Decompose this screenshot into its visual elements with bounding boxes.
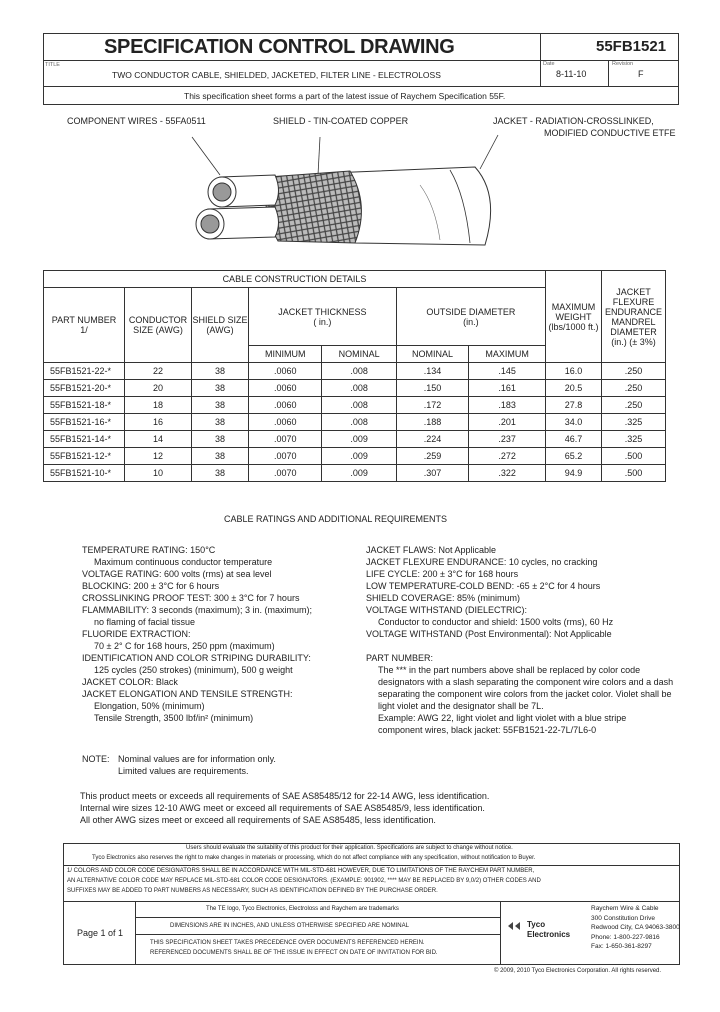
wire-1-conductor — [213, 183, 231, 201]
rating-line: VOLTAGE WITHSTAND (Post Environmental): Not Applicable — [366, 629, 612, 639]
footer-line-2 — [63, 901, 680, 902]
header-flexure: JACKET FLEXURE ENDURANCE MANDREL DIAMETER (in.) (± 3%) — [602, 271, 666, 363]
table-cell: 55FB1521-10-* — [44, 465, 125, 482]
table-cell: 14 — [125, 431, 192, 448]
table-cell: 46.7 — [546, 431, 602, 448]
table-cell: 38 — [192, 363, 249, 380]
rating-line: LOW TEMPERATURE-COLD BEND: -65 ± 2°C for 4 hours — [366, 581, 601, 591]
trademark-line: The TE logo, Tyco Electronics, Electroloss and Raychem are trademarks — [206, 906, 399, 912]
table-cell: .201 — [469, 414, 546, 431]
table-cell: .145 — [469, 363, 546, 380]
page-title: SPECIFICATION CONTROL DRAWING — [104, 36, 455, 58]
rating-line: JACKET FLEXURE ENDURANCE: 10 cycles, no cracking — [366, 557, 598, 567]
company-address — [591, 904, 680, 952]
address-line: 300 Constitution Drive — [591, 914, 655, 922]
table-cell: 18 — [125, 397, 192, 414]
table-cell: .250 — [602, 397, 666, 414]
rating-line: Maximum continuous conductor temperature — [94, 557, 273, 567]
ratings-left-column — [82, 544, 312, 724]
rating-line: BLOCKING: 200 ± 3°C for 6 hours — [82, 581, 220, 591]
table-cell: 38 — [192, 397, 249, 414]
revision-label: Revision — [612, 61, 634, 67]
compliance-1: This product meets or exceeds all requirements of SAE AS85485/12 for 22-14 AWG, less identification. — [80, 791, 490, 801]
color-note-3: SUFFIXES MAY BE ADDED TO PART NUMBERS AS NECESSARY, SUCH AS IDENTIFICATION DEFINED BY THE PURCHASE ORDER. — [67, 888, 438, 894]
header-description: TWO CONDUCTOR CABLE, SHIELDED, JACKETED, FILTER LINE - ELECTROLOSS — [112, 70, 441, 80]
table-cell: .0070 — [249, 465, 322, 482]
date-value: 8-11-10 — [556, 69, 587, 79]
table-row — [44, 431, 666, 448]
table-cell: .259 — [396, 448, 468, 465]
table-cell: 20.5 — [546, 380, 602, 397]
color-note-1: 1/ COLORS AND COLOR CODE DESIGNATORS SHALL BE IN ACCORDANCE WITH MIL-STD-681 HOWEVER, DUE TO LIMITATIONS OF THE RAYCHEM PART NUMBER, — [67, 868, 535, 874]
table-cell: 34.0 — [546, 414, 602, 431]
table-cell: .0070 — [249, 431, 322, 448]
table-cell: .008 — [322, 363, 396, 380]
table-row — [44, 397, 666, 414]
revision-value: F — [638, 69, 644, 79]
note-2: Limited values are requirements. — [118, 766, 249, 776]
table-cell: .0060 — [249, 414, 322, 431]
table-cell: .008 — [322, 397, 396, 414]
rating-line: VOLTAGE WITHSTAND (DIELECTRIC): — [366, 605, 528, 615]
table-cell: 55FB1521-18-* — [44, 397, 125, 414]
precedence-1: THIS SPECIFICATION SHEET TAKES PRECEDENCE OVER DOCUMENTS REFERENCED HEREIN. — [150, 940, 425, 946]
title-label: TITLE — [45, 62, 60, 68]
ratings-right-column — [366, 544, 673, 736]
table-caption: CABLE CONSTRUCTION DETAILS — [44, 271, 546, 288]
table-cell: .0060 — [249, 397, 322, 414]
table-cell: .500 — [602, 465, 666, 482]
table-cell: .009 — [322, 448, 396, 465]
logo-line-2: Electronics — [527, 930, 571, 939]
table-cell: 22 — [125, 363, 192, 380]
address-line: Fax: 1-650-361-8297 — [591, 943, 652, 950]
table-cell: .161 — [469, 380, 546, 397]
table-cell: .224 — [396, 431, 468, 448]
table-cell: .172 — [396, 397, 468, 414]
rating-line: JACKET FLAWS: Not Applicable — [366, 545, 497, 555]
wire-2-conductor — [201, 215, 219, 233]
dimensions-line: DIMENSIONS ARE IN INCHES, AND UNLESS OTHERWISE SPECIFIED ARE NOMINAL — [170, 923, 409, 929]
table-cell: 12 — [125, 448, 192, 465]
rating-line: component wires, black jacket: 55FB1521-22-7L/7L6-0 — [378, 725, 597, 735]
table-cell: .322 — [469, 465, 546, 482]
table-row — [44, 448, 666, 465]
table-cell: .009 — [322, 431, 396, 448]
table-cell: 94.9 — [546, 465, 602, 482]
table-cell: 38 — [192, 380, 249, 397]
rating-line: TEMPERATURE RATING: 150°C — [82, 545, 216, 555]
rating-line: Example: AWG 22, light violet and light violet with a blue stripe — [378, 713, 627, 723]
address-line: Redwood City, CA 94063-3800 — [591, 924, 680, 931]
table-cell: 10 — [125, 465, 192, 482]
header-outside-diameter: OUTSIDE DIAMETER (in.) — [396, 288, 545, 346]
footer-line-1 — [63, 865, 680, 866]
copyright: © 2009, 2010 Tyco Electronics Corporation. All rights reserved. — [494, 968, 662, 974]
header-divider-2 — [43, 86, 679, 87]
header-jacket-nom: NOMINAL — [322, 346, 396, 363]
table-row — [44, 380, 666, 397]
header-jacket-thickness: JACKET THICKNESS ( in.) — [249, 288, 397, 346]
header-shield-size: SHIELD SIZE (AWG) — [192, 288, 249, 363]
rating-line: JACKET COLOR: Black — [82, 677, 178, 687]
leader-jacket — [480, 135, 498, 169]
table-row — [44, 363, 666, 380]
rating-line: JACKET ELONGATION AND TENSILE STRENGTH: — [82, 689, 293, 699]
label-jacket-2: MODIFIED CONDUCTIVE ETFE — [544, 128, 676, 138]
label-component-wires: COMPONENT WIRES - 55FA0511 — [67, 116, 206, 126]
label-shield: SHIELD - TIN-COATED COPPER — [273, 116, 409, 126]
footer-line-4 — [135, 934, 500, 935]
note-1: Nominal values are for information only. — [118, 754, 276, 764]
rating-line: designators with a slash separating the component wire colors and a dash — [378, 677, 674, 687]
table-cell: 38 — [192, 465, 249, 482]
rating-line: IDENTIFICATION AND COLOR STRIPING DURABILITY: — [82, 653, 311, 663]
rating-line: Elongation, 50% (minimum) — [94, 701, 205, 711]
shield-braid — [266, 171, 362, 243]
table-cell: 38 — [192, 448, 249, 465]
header-part-number: PART NUMBER 1/ — [44, 288, 125, 363]
leader-shield — [318, 137, 320, 175]
table-cell: .183 — [469, 397, 546, 414]
table-cell: 55FB1521-20-* — [44, 380, 125, 397]
part-number-header: 55FB1521 — [596, 38, 667, 55]
table-cell: .250 — [602, 380, 666, 397]
table-cell: 20 — [125, 380, 192, 397]
header-od-nom: NOMINAL — [396, 346, 468, 363]
table-cell: .500 — [602, 448, 666, 465]
table-cell: 55FB1521-12-* — [44, 448, 125, 465]
header-divider-1 — [43, 60, 679, 61]
rating-line: CROSSLINKING PROOF TEST: 300 ± 3°C for 7 hours — [82, 593, 300, 603]
table-cell: 55FB1521-14-* — [44, 431, 125, 448]
footer-line-3 — [135, 917, 500, 918]
rating-line: no flaming of facial tissue — [94, 617, 196, 627]
construction-table — [43, 270, 666, 482]
footer-box — [63, 843, 680, 965]
tyco-logo-mark — [507, 920, 523, 932]
table-cell: 16 — [125, 414, 192, 431]
header-weight: MAXIMUM WEIGHT (lbs/1000 ft.) — [546, 271, 602, 363]
color-note-2: AN ALTERNATIVE COLOR CODE MAY REPLACE MIL-STD-681 COLOR CODE DESIGNATORS. (EXAMPLE: 901902, **** MAY BE REPLACED BY 9,0/2) OTHER CODES AND — [67, 878, 541, 884]
header-conductor-size: CONDUCTOR SIZE (AWG) — [125, 288, 192, 363]
rating-line: Conductor to conductor and shield: 1500 volts (rms), 60 Hz — [378, 617, 614, 627]
date-label: Date — [543, 61, 555, 67]
table-cell: 55FB1521-22-* — [44, 363, 125, 380]
logo-line-1: Tyco — [527, 920, 546, 929]
page-number: Page 1 of 1 — [77, 928, 124, 938]
table-cell: 16.0 — [546, 363, 602, 380]
table-cell: 27.8 — [546, 397, 602, 414]
address-line: Phone: 1-800-227-9816 — [591, 933, 660, 941]
table-row — [44, 465, 666, 482]
disclaimer-2: Tyco Electronics also reserves the right to make changes in materials or processing, which do not affect compliance with any specification, without notification to Buyer. — [92, 855, 536, 861]
table-cell: .008 — [322, 380, 396, 397]
rating-line: separating the component wire colors from the jacket color. Violet shall be — [378, 689, 672, 699]
table-cell: .237 — [469, 431, 546, 448]
table-cell: .188 — [396, 414, 468, 431]
table-cell: .272 — [469, 448, 546, 465]
footer-vline-right — [500, 901, 501, 964]
table-cell: 38 — [192, 431, 249, 448]
header-vline-2 — [608, 60, 609, 87]
compliance-3: All other AWG sizes meet or exceed all requirements of SAE AS85485, less identification. — [80, 815, 436, 825]
footer-vline-left — [135, 901, 136, 964]
table-cell: 65.2 — [546, 448, 602, 465]
note-label: NOTE: — [82, 754, 110, 764]
cable-illustration — [180, 125, 520, 255]
spec-note: This specification sheet forms a part of the latest issue of Raychem Specification 55F. — [184, 91, 506, 101]
table-cell: .0060 — [249, 380, 322, 397]
rating-line: FLUORIDE EXTRACTION: — [82, 629, 191, 639]
rating-line: Tensile Strength, 3500 lbf/in² (minimum) — [94, 713, 254, 723]
rating-line: 70 ± 2° C for 168 hours, 250 ppm (maximum) — [94, 641, 275, 651]
table-cell: .0060 — [249, 363, 322, 380]
address-line: Raychem Wire & Cable — [591, 905, 659, 912]
rating-line: LIFE CYCLE: 200 ± 3°C for 168 hours — [366, 569, 519, 579]
table-cell: .325 — [602, 431, 666, 448]
rating-line: The *** in the part numbers above shall be replaced by color code — [378, 665, 641, 675]
compliance-2: Internal wire sizes 12-10 AWG meet or exceed all requirements of SAE AS85485/9, less identification. — [80, 803, 485, 813]
table-cell: 38 — [192, 414, 249, 431]
table-body — [44, 363, 666, 482]
table-cell: .325 — [602, 414, 666, 431]
rating-line — [366, 640, 673, 652]
table-cell: .134 — [396, 363, 468, 380]
rating-line: VOLTAGE RATING: 600 volts (rms) at sea level — [82, 569, 272, 579]
table-cell: .150 — [396, 380, 468, 397]
ratings-heading: CABLE RATINGS AND ADDITIONAL REQUIREMENTS — [224, 514, 448, 524]
table-cell: .307 — [396, 465, 468, 482]
table-cell: .250 — [602, 363, 666, 380]
leader-component — [192, 137, 220, 175]
table-cell: .009 — [322, 465, 396, 482]
header-od-max: MAXIMUM — [469, 346, 546, 363]
rating-line: light violet and the designator shall be 7L. — [378, 701, 544, 711]
table-cell: .0070 — [249, 448, 322, 465]
rating-line: PART NUMBER: — [366, 653, 434, 663]
rating-line: 125 cycles (250 strokes) (minimum), 500 g weight — [94, 665, 293, 675]
table-cell: .008 — [322, 414, 396, 431]
table-cell: 55FB1521-16-* — [44, 414, 125, 431]
rating-line: FLAMMABILITY: 3 seconds (maximum); 3 in. (maximum); — [82, 605, 313, 615]
table-row — [44, 414, 666, 431]
precedence-2: REFERENCED DOCUMENTS SHALL BE OF THE ISSUE IN EFFECT ON DATE OF INVITATION FOR BID. — [150, 950, 438, 956]
label-jacket-1: JACKET - RADIATION-CROSSLINKED, — [493, 116, 654, 126]
header-jacket-min: MINIMUM — [249, 346, 322, 363]
disclaimer-1: Users should evaluate the suitability of this product for their application. Specifications are subject to change without notice. — [186, 845, 513, 851]
rating-line: SHIELD COVERAGE: 85% (minimum) — [366, 593, 521, 603]
header-vline — [540, 33, 541, 87]
